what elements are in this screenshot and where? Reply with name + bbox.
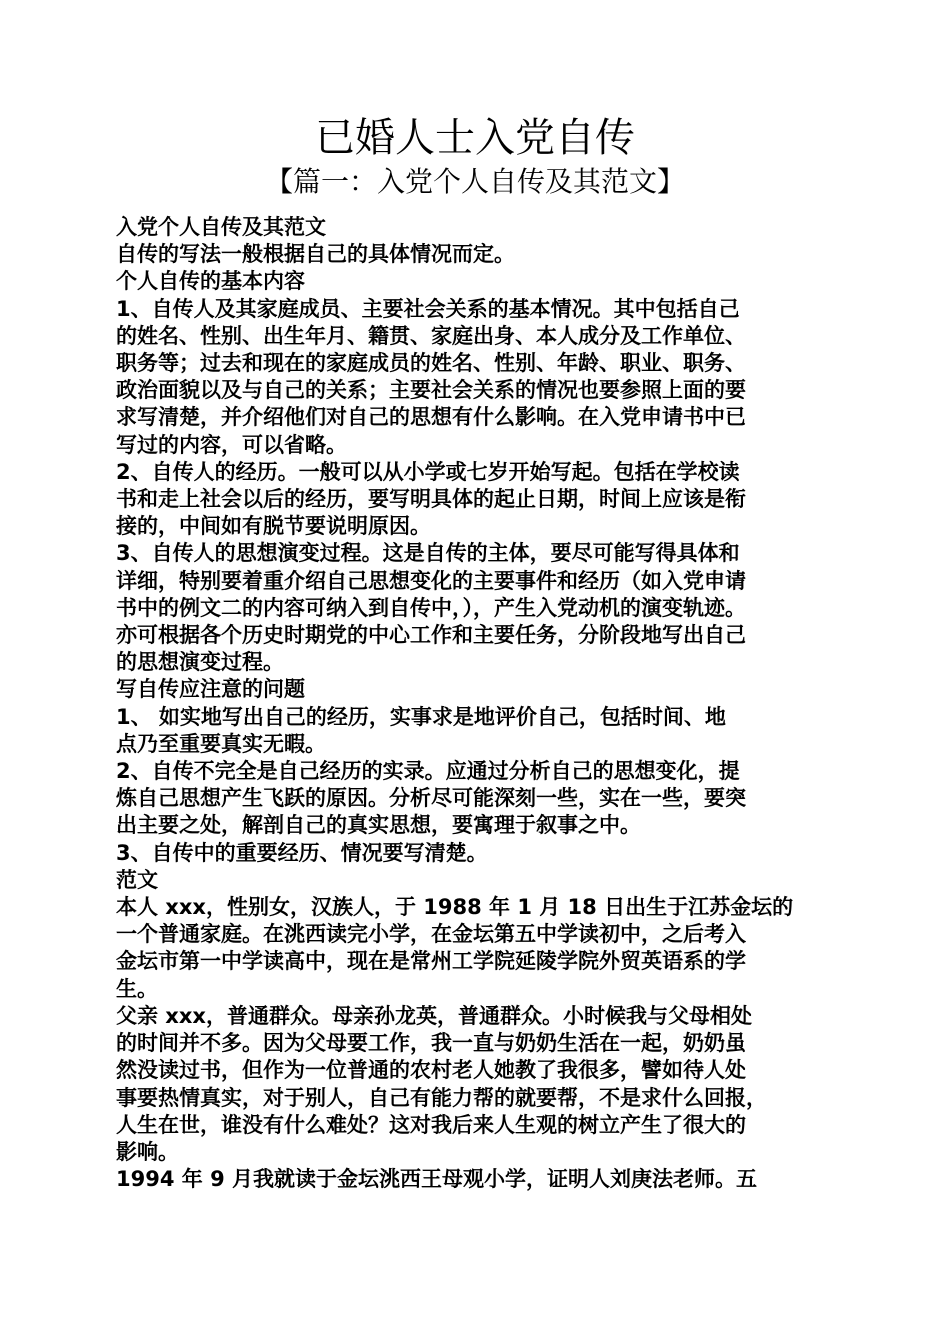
text-line: 写自传应注意的问题 (116, 677, 305, 702)
text-line: 范文 (116, 867, 158, 892)
text-line: 2、自传不完全是自己经历的实录。应通过分析自己的思想变化，提 (116, 759, 740, 784)
text-line: 事要热情真实，对于别人，自己有能力帮的就要帮，不是求什么回报， (116, 1085, 767, 1110)
text-line: 2、自传人的经历。一般可以从小学或七岁开始写起。包括在学校读 (116, 459, 740, 484)
text-line: 的姓名、性别、出生年月、籍贯、家庭出身、本人成分及工作单位、 (116, 323, 746, 348)
text-line: 父亲 xxx，普通群众。母亲孙龙英，普通群众。小时候我与父母相处 (116, 1003, 752, 1028)
text-line: 一个普通家庭。在洮西读完小学，在金坛第五中学读初中，之后考入 (116, 922, 746, 947)
text-line: 1、 如实地写出自己的经历，实事求是地评价自己，包括时间、地 (116, 704, 726, 729)
text-line: 详细，特别要着重介绍自己思想变化的主要事件和经历（如入党申请 (116, 568, 746, 593)
text-line: 书中的例文二的内容可纳入到自传中，），产生入党动机的演变轨迹。 (116, 595, 746, 620)
document-subtitle: 【篇一：入党个人自传及其范文】 (264, 165, 685, 198)
text-line: 生。 (116, 976, 158, 1001)
text-line: 自传的写法一般根据自己的具体情况而定。 (116, 242, 515, 267)
text-line: 入党个人自传及其范文 (116, 215, 326, 239)
text-line: 的时间并不多。因为父母要工作，我一直与奶奶生活在一起，奶奶虽 (116, 1031, 746, 1056)
text-line: 政治面貌以及与自己的关系；主要社会关系的情况也要参照上面的要 (116, 378, 746, 403)
text-line: 点乃至重要真实无暇。 (116, 731, 326, 756)
text-line: 写过的内容，可以省略。 (116, 432, 347, 457)
text-line: 人生在世，谁没有什么难处？这对我后来人生观的树立产生了很大的 (116, 1112, 746, 1137)
text-line: 炼自己思想产生飞跃的原因。分析尽可能深刻一些，实在一些，要突 (116, 786, 746, 811)
text-line: 个人自传的基本内容 (116, 269, 305, 294)
text-line: 金坛市第一中学读高中，现在是常州工学院延陵学院外贸英语系的学 (116, 949, 746, 974)
text-line: 1、自传人及其家庭成员、主要社会关系的基本情况。其中包括自己 (116, 296, 740, 321)
text-line: 3、自传中的重要经历、情况要写清楚。 (116, 840, 488, 865)
document-title: 已婚人士入党自传 (315, 115, 635, 161)
text-line: 本人 xxx，性别女，汉族人，于 1988 年 1 月 18 日出生于江苏金坛的 (116, 895, 794, 920)
text-line: 然没读过书，但作为一位普通的农村老人她教了我很多，譬如待人处 (116, 1058, 746, 1083)
text-line: 影响。 (116, 1139, 179, 1164)
text-line: 出主要之处，解剖自己的真实思想，要寓理于叙事之中。 (116, 813, 641, 838)
text-line: 亦可根据各个历史时期党的中心工作和主要任务，分阶段地写出自己 (116, 623, 746, 648)
text-line: 1994 年 9 月我就读于金坛洮西王母观小学，证明人刘庚法老师。五 (116, 1167, 757, 1192)
text-line: 接的，中间如有脱节要说明原因。 (116, 514, 431, 539)
text-line: 职务等；过去和现在的家庭成员的姓名、性别、年龄、职业、职务、 (116, 351, 746, 376)
text-line: 的思想演变过程。 (116, 650, 284, 675)
text-line: 求写清楚，并介绍他们对自己的思想有什么影响。在入党申请书中已 (116, 405, 746, 430)
text-line: 书和走上社会以后的经历，要写明具体的起止日期，时间上应该是衔 (116, 487, 746, 512)
text-line: 3、自传人的思想演变过程。这是自传的主体，要尽可能写得具体和 (116, 541, 740, 566)
document-body (116, 214, 842, 1193)
